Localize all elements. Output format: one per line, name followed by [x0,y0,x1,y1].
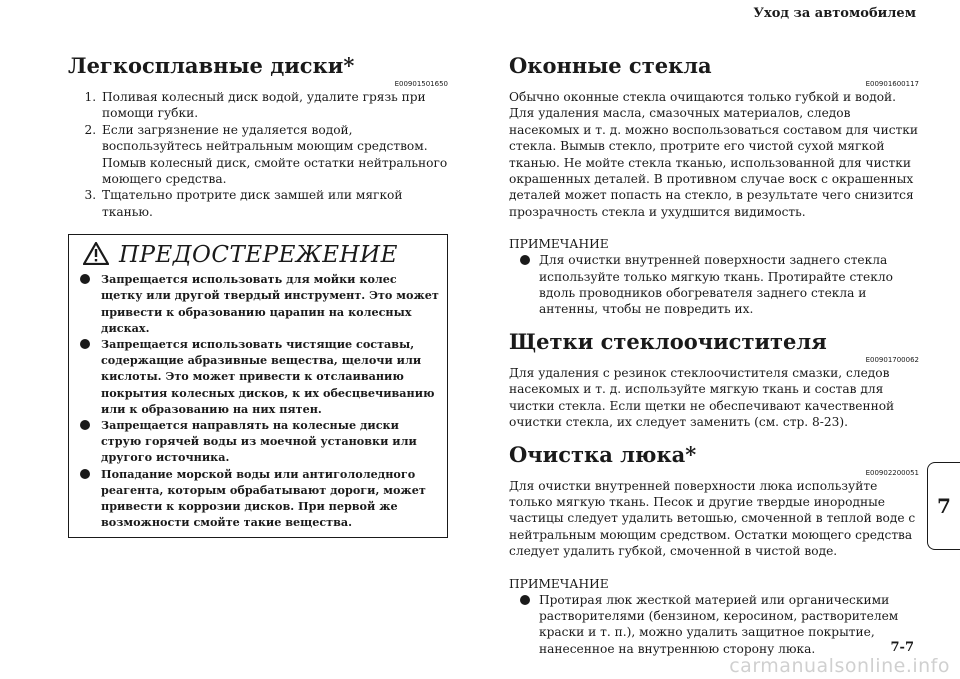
running-title: Уход за автомобилем [753,6,916,21]
sunroof-body: Для очистки внутренней поверхности люка используйте только мягкую ткань. Песок и другие твердые инородные частицы следует удалить ветошью, смоченной в теплой воде с нейтральным моющим средством. Остатки моющего средства следует удалить губкой, смоченной в чистой воде. [509,478,916,559]
warning-item [77,336,439,417]
warning-triangle-icon [83,242,109,269]
note-list [509,592,919,658]
warning-item [77,417,439,466]
page-number: 7-7 [890,640,914,655]
bullet-icon [520,255,530,265]
warning-text: Попадание морской воды или антигололедного реагента, которым обрабатывают дороги, может привести к коррозии дисков. При первой же возможности смойте такие вещества. [101,466,426,530]
section-title-windows: Оконные стекла [509,53,712,78]
bullet-icon [80,339,90,349]
step-item: 3. Тщательно протрите диск замшей или мягкой тканью. [100,187,448,220]
warning-list [77,271,439,530]
bullet-icon [520,595,530,605]
note-text: Протирая люк жесткой материей или органическими растворителями (бензином, керосином, растворителем краски и т. п.), можно удалить защитное покрытие, нанесенное на внутреннюю сторону люка. [539,592,899,656]
note-list [509,252,919,318]
section-code: E00901600117 [865,80,919,88]
bullet-icon [80,469,90,479]
wipers-body: Для удаления с резинок стеклоочистителя смазки, следов насекомых и т. д. используйте мягкую ткань и состав для чистки стекла. Если щетки не обеспечивают качественной очистки стекла, их следует заменить (см. стр. 8-23). [509,365,895,430]
warning-title: ПРЕДОСТЕРЕЖЕНИЕ [119,242,398,269]
note-item [509,252,919,318]
section-code: E00901501650 [394,80,448,88]
section-title-wipers: Щетки стеклоочистителя [509,328,827,354]
watermark: carmanualsonline.info [729,655,950,677]
section-code: E00901700062 [865,355,919,364]
warning-text: Запрещается направлять на колесные диски струю горячей воды из моечной установки или другого источника. [101,418,417,465]
windows-body: Обычно оконные стекла очищаются только губкой и водой. Для удаления масла, смазочных материалов, следов насекомых и т. д. можно воспользоваться составом для чистки стекла. Вымыв стекло, протрите его чистой сухой мягкой тканью. Не мойте стекла тканью, использованной для чистки окрашенных деталей. В противном случае воск с окрашенных деталей может попасть на стекло, в результате чего снизится прозрачность стекла и ухудшится видимость. [509,90,919,219]
chapter-tab: 7 [927,462,960,550]
bullet-icon [80,420,90,430]
warning-item [77,466,439,531]
step-item: 2. Если загрязнение не удаляется водой, воспользуйтесь нейтральным моющим средством. Помыв колесный диск, смойте остатки нейтрального моющего средства. [100,122,448,188]
step-item: 1. Поливая колесный диск водой, удалите грязь при помощи губки. [100,89,448,122]
note-label: ПРИМЕЧАНИЕ [509,237,609,252]
warning-header [83,241,439,269]
section-code: E00902200051 [865,468,919,477]
section-title-sunroof: Очистка люка* [509,441,697,467]
note-label: ПРИМЕЧАНИЕ [509,576,609,591]
section-title-alloy-wheels: Легкосплавные диски* [68,53,355,78]
warning-item [77,271,439,336]
warning-text: Запрещается использовать чистящие составы, содержащие абразивные вещества, щелочи или кислоты. Это может привести к отслаиванию покрытия колесных дисков, к их обесцвечиванию или к образованию на них пятен. [101,337,435,416]
note-text: Для очистки внутренней поверхности заднего стекла используйте только мягкую ткань. Протирайте стекло вдоль проводников обогревателя заднего стекла и антенны, чтобы не повредить их. [539,253,893,317]
bullet-icon [80,274,90,284]
right-column [509,54,919,657]
warning-box [68,234,448,537]
steps-list [68,89,448,220]
left-column [68,54,448,538]
warning-text: Запрещается использовать для мойки колес щетку или другой твердый инструмент. Это может привести к образованию царапин на колесных дисках. [101,272,439,335]
note-item [509,592,919,658]
